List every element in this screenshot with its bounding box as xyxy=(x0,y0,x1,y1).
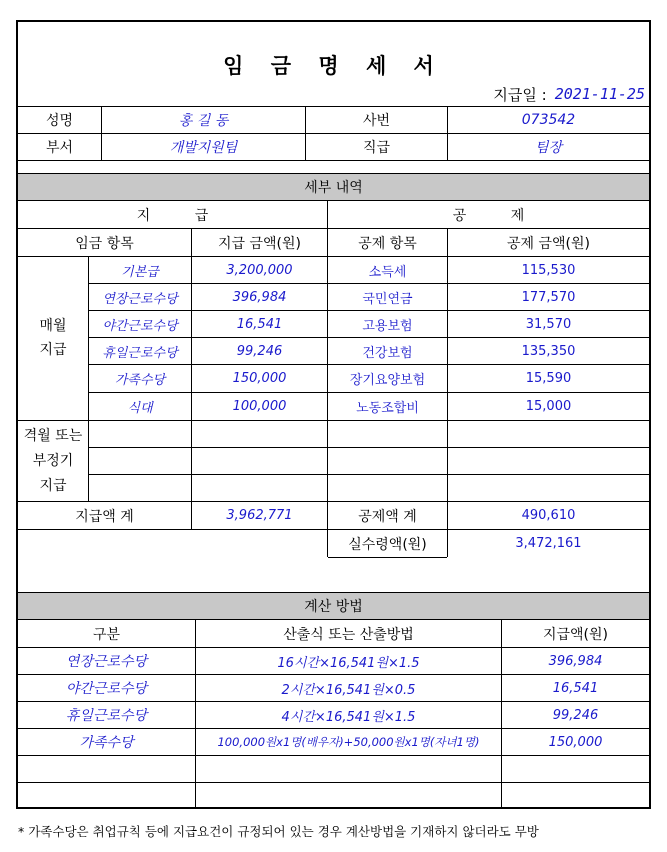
empno-label: 사번 xyxy=(362,113,391,129)
calc-formula: 16시간×16,541원×1.5 xyxy=(277,655,420,671)
pay-date-label: 지급일 : xyxy=(493,85,547,104)
pay-item: 휴일근로수당 xyxy=(102,345,178,361)
pay-item: 야간근로수당 xyxy=(102,318,178,334)
pay-amount: 100,000 xyxy=(232,399,287,414)
irregular-group-label: 격월 또는 부정기 지급 xyxy=(23,427,83,494)
col-ded-item: 공제 항목 xyxy=(358,235,417,252)
col-pay-item: 임금 항목 xyxy=(75,235,134,252)
pay-date-row xyxy=(493,82,645,106)
calc-formula: 4시간×16,541원×1.5 xyxy=(281,709,416,725)
monthly-group-label: 매월 지급 xyxy=(39,318,67,358)
col-pay-amount: 지급 금액(원) xyxy=(218,235,301,252)
empno-value: 073542 xyxy=(521,112,576,128)
rank-label: 직급 xyxy=(362,140,391,156)
dept-label: 부서 xyxy=(45,140,74,156)
pay-amount: 16,541 xyxy=(236,316,283,332)
pay-date-value: 2021-11-25 xyxy=(554,85,645,103)
pay-item: 연장근로수당 xyxy=(102,291,178,307)
total-pay-value: 3,962,771 xyxy=(226,508,293,523)
dept-value: 개발지원팀 xyxy=(169,140,238,156)
calc-type: 연장근로수당 xyxy=(65,654,148,670)
calc-formula: 100,000원x1명(배우자)+50,000원x1명(자녀1명) xyxy=(217,735,480,749)
net-pay-label: 실수령액(원) xyxy=(348,536,427,553)
col-amount: 지급액(원) xyxy=(542,626,609,643)
pay-group-header: 지 급 xyxy=(136,207,209,224)
ded-amount: 15,590 xyxy=(525,371,572,386)
document-title: 임 금 명 세 서 xyxy=(223,54,444,78)
detail-section-title: 세부 내역 xyxy=(304,180,363,196)
ded-item: 소득세 xyxy=(368,264,407,280)
pay-item: 식대 xyxy=(127,401,153,416)
ded-item: 노동조합비 xyxy=(356,401,419,416)
calc-type: 가족수당 xyxy=(79,735,134,751)
footnote: * 가족수당은 취업규칙 등에 지급요건이 규정되어 있는 경우 계산방법을 기재하지 않더라도 무방 xyxy=(18,824,539,839)
ded-item: 고용보험 xyxy=(362,318,413,334)
calc-formula: 2시간×16,541원×0.5 xyxy=(281,682,416,698)
calc-amount: 16,541 xyxy=(552,680,599,696)
pay-amount: 150,000 xyxy=(232,371,287,386)
pay-item: 가족수당 xyxy=(114,373,166,388)
col-type: 구분 xyxy=(92,626,121,643)
calc-section-title: 계산 방법 xyxy=(304,599,363,615)
pay-amount: 99,246 xyxy=(236,343,283,359)
name-value: 홍 길 동 xyxy=(178,113,229,129)
pay-amount: 396,984 xyxy=(232,289,287,305)
ded-amount: 115,530 xyxy=(521,262,576,278)
calc-amount: 99,246 xyxy=(552,707,599,723)
name-label: 성명 xyxy=(45,113,74,129)
pay-amount: 3,200,000 xyxy=(226,262,293,278)
deduct-group-header: 공 제 xyxy=(452,207,525,224)
ded-item: 건강보험 xyxy=(362,345,413,361)
ded-amount: 31,570 xyxy=(525,316,572,332)
calc-amount: 396,984 xyxy=(548,653,603,669)
calc-type: 야간근로수당 xyxy=(65,681,148,697)
total-pay-label: 지급액 계 xyxy=(75,508,134,525)
col-formula: 산출식 또는 산출방법 xyxy=(283,626,414,643)
calc-amount: 150,000 xyxy=(548,734,603,750)
pay-item: 기본급 xyxy=(121,264,159,280)
col-ded-amount: 공제 금액(원) xyxy=(507,235,590,252)
total-ded-value: 490,610 xyxy=(521,508,576,523)
total-ded-label: 공제액 계 xyxy=(358,508,417,525)
ded-item: 장기요양보험 xyxy=(349,373,426,388)
ded-item: 국민연금 xyxy=(362,291,413,307)
ded-amount: 15,000 xyxy=(525,399,572,414)
ded-amount: 177,570 xyxy=(521,289,576,305)
net-pay-value: 3,472,161 xyxy=(515,536,582,551)
rank-value: 팀장 xyxy=(534,140,563,156)
ded-amount: 135,350 xyxy=(521,343,576,359)
calc-type: 휴일근로수당 xyxy=(65,708,148,724)
